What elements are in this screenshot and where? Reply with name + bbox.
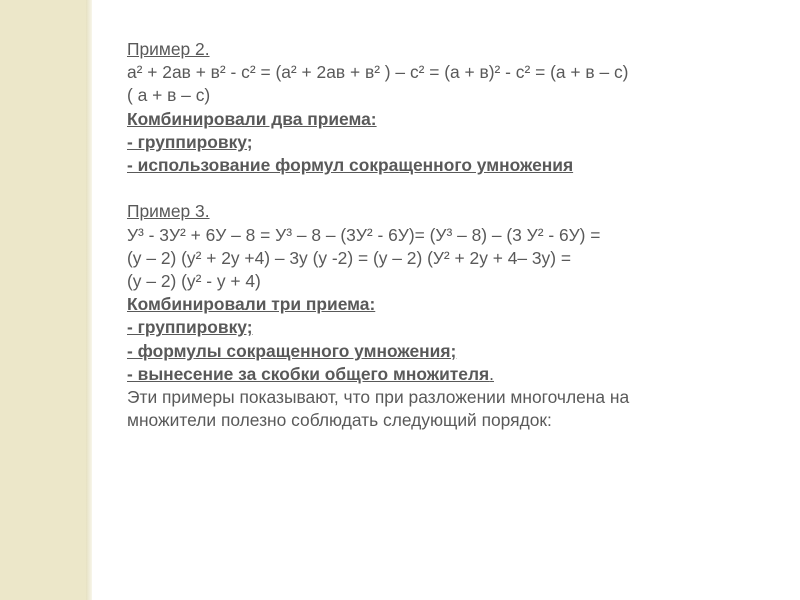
- spacer: [127, 177, 767, 200]
- example3-combined-heading: Комбинировали три приема:: [127, 294, 376, 315]
- example3-formula-line2: (у – 2) (у² + 2у +4) – 3у (у -2) = (у – 2) (У² + 2у + 4– 3у) =: [127, 247, 572, 268]
- example2-item-grouping: - группировку;: [127, 131, 253, 152]
- example3-item-common-factor-line: [127, 363, 767, 386]
- left-decorative-stripe: [0, 0, 86, 600]
- example3-formula-line3: (у – 2) (у² - у + 4): [127, 271, 261, 292]
- example2-combined-heading: Комбинировали два приема:: [127, 108, 377, 129]
- stripe-edge: [86, 0, 92, 600]
- example2-item-formulas: - использование формул сокращенного умножения: [127, 155, 574, 176]
- conclusion-line2: множители полезно соблюдать следующий порядок:: [127, 410, 552, 431]
- example2-title: Пример 2.: [127, 39, 210, 59]
- example3-item-formulas: - формулы сокращенного умножения;: [127, 340, 457, 361]
- conclusion-line1: Эти примеры показывают, что при разложении многочлена на: [127, 387, 630, 408]
- example3-item-grouping: - группировку;: [127, 317, 253, 338]
- example2-formula-line1: а² + 2ав + в² - с² = (а² + 2ав + в² ) – с² = (а + в)² - с² = (а + в – с): [127, 62, 629, 83]
- example3-formula-line1: У³ - 3У² + 6У – 8 = У³ – 8 – (3У² - 6У)= (У³ – 8) – (3 У² - 6У) =: [127, 224, 601, 245]
- example3-title: Пример 3.: [127, 201, 210, 222]
- slide-content: [127, 38, 767, 432]
- example3-item-common-factor: - вынесение за скобки общего множителя: [127, 363, 490, 384]
- example2-formula-line2: ( а + в – с): [127, 85, 211, 106]
- example3-item-common-factor-suffix: .: [489, 363, 494, 384]
